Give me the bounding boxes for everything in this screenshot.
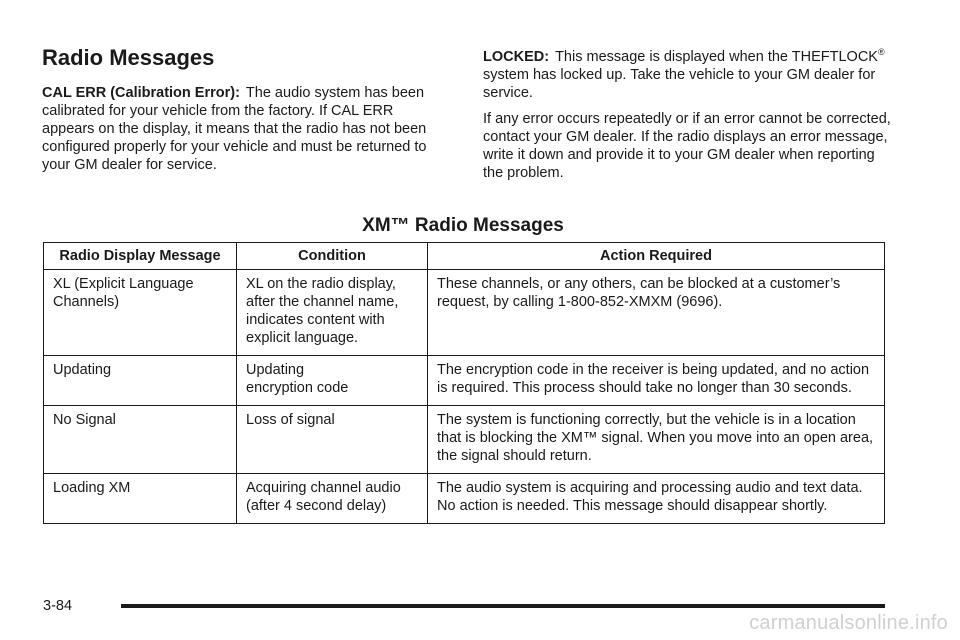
cell-message: Loading XM bbox=[44, 474, 237, 524]
cell-condition: XL on the radio display, after the channel name, indicates content with explicit language. bbox=[237, 270, 428, 356]
locked-text-after: system has locked up. Take the vehicle to your GM dealer for service. bbox=[483, 67, 876, 101]
right-column bbox=[483, 48, 893, 190]
table-row bbox=[44, 406, 885, 474]
table-row bbox=[44, 474, 885, 524]
cell-action: The system is functioning correctly, but the vehicle is in a location that is blocking the XM™ signal. When you move into an open area, the signal should return. bbox=[428, 406, 885, 474]
xm-messages-table bbox=[43, 242, 885, 524]
locked-paragraph bbox=[483, 48, 893, 102]
cell-action: The audio system is acquiring and processing audio and text data. No action is needed. This message should disappear shortly. bbox=[428, 474, 885, 524]
page-title: Radio Messages bbox=[42, 45, 215, 70]
cal-err-paragraph bbox=[42, 84, 442, 174]
header-condition: Condition bbox=[237, 243, 428, 270]
cal-err-text: The audio system has been calibrated for your vehicle from the factory. If CAL ERR appears on the display, it means that the radio has not been configured properly for your vehicle and must be returned to your GM dealer for service. bbox=[42, 85, 427, 173]
cell-message: No Signal bbox=[44, 406, 237, 474]
table-row bbox=[44, 356, 885, 406]
table-row bbox=[44, 270, 885, 356]
cal-err-term: CAL ERR (Calibration Error): bbox=[42, 85, 240, 101]
xm-section-title: XM™ Radio Messages bbox=[362, 215, 564, 236]
left-column bbox=[42, 84, 442, 174]
header-action-required: Action Required bbox=[428, 243, 885, 270]
cell-message: Updating bbox=[44, 356, 237, 406]
cell-condition: Updating encryption code bbox=[237, 356, 428, 406]
error-paragraph: If any error occurs repeatedly or if an error cannot be corrected, contact your GM dealer. If the radio displays an error message, write it down and provide it to your GM dealer when reporting the problem. bbox=[483, 111, 891, 181]
cell-action: The encryption code in the receiver is being updated, and no action is required. This process should take no longer than 30 seconds. bbox=[428, 356, 885, 406]
registered-mark: ® bbox=[877, 47, 885, 58]
locked-term: LOCKED: bbox=[483, 49, 550, 65]
watermark: carmanualsonline.info bbox=[749, 612, 948, 634]
cell-action: These channels, or any others, can be blocked at a customer’s request, by calling 1-800-852-XMXM (9696). bbox=[428, 270, 885, 356]
cell-message: XL (Explicit Language Channels) bbox=[44, 270, 237, 356]
table-header-row bbox=[44, 243, 885, 270]
cell-condition: Acquiring channel audio (after 4 second delay) bbox=[237, 474, 428, 524]
header-radio-display-message: Radio Display Message bbox=[44, 243, 237, 270]
footer-rule bbox=[121, 604, 885, 608]
page-number: 3-84 bbox=[43, 598, 73, 614]
locked-text-before: This message is displayed when the THEFTLOCK bbox=[555, 49, 878, 65]
cell-condition: Loss of signal bbox=[237, 406, 428, 474]
